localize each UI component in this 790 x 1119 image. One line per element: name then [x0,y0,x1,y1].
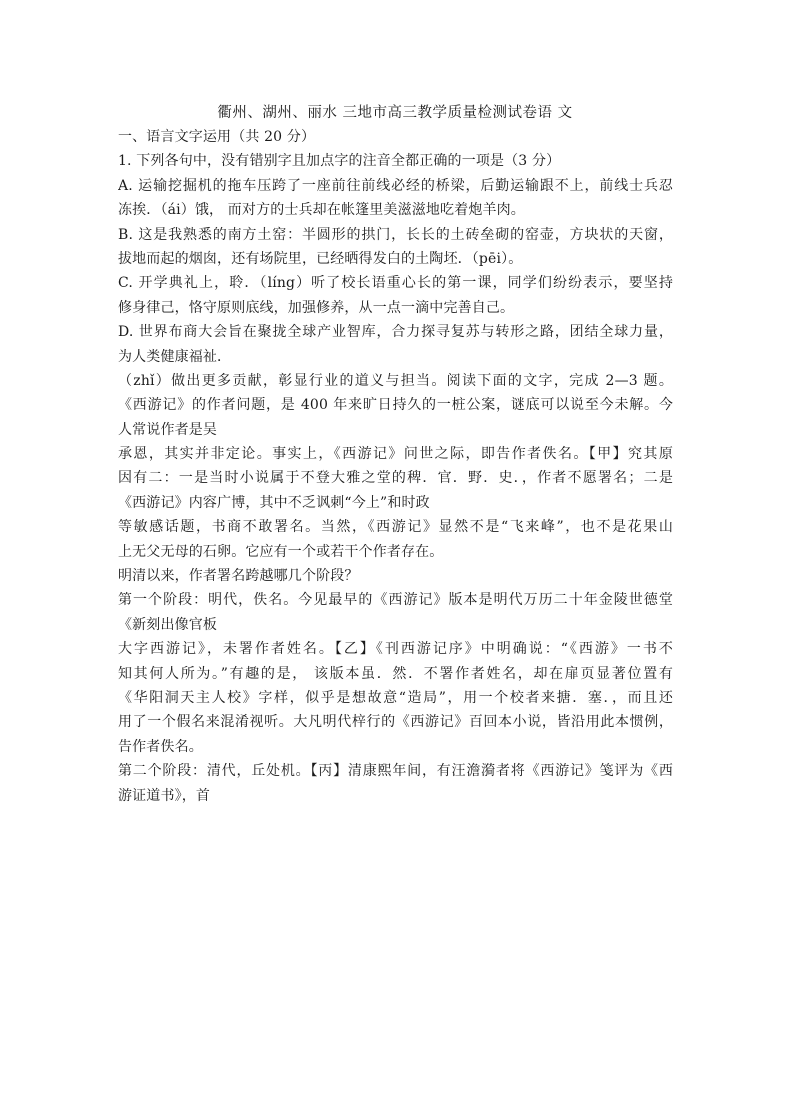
text-line: C. 开学典礼上，聆．（líng）听了校长语重心长的第一课，同学们纷纷表示，要坚持 [118,275,673,292]
text-line: 冻挨．（ái）饿， 而对方的士兵却在帐篷里美滋滋地吃着炮羊肉。 [118,202,525,219]
text-line: D. 世界布商大会旨在聚拢全球产业智库，合力探寻复苏与转形之路，团结全球力量， [118,324,673,341]
text-line: 《西游记》内容广博，其中不乏讽刺“今上”和时政 [118,494,430,511]
text-line: 告作者佚名。 [118,738,203,755]
text-line: 承恩，其实并非定论。事实上，《西游记》问世之际，即告作者佚名。【甲】究其原 [118,446,673,463]
text-line: 为人类健康福祉． [118,348,232,365]
text-line: 游证道书》，首 [118,787,211,804]
text-line: 一、语言文字运用（共 20 分） [118,129,316,145]
text-line: 《新刻出像官板 [118,616,218,633]
text-line: 《西游记》的作者问题，是 400 年来旷日持久的一桩公案，谜底可以说至今未解。今 [118,397,673,414]
text-line: 修身律己，恪守原则底线，加强修养，从一点一滴中完善自己。 [118,299,515,316]
text-line: 人常说作者是吴 [118,421,218,438]
text-line: 知其何人所为。”有趣的是， 该版本虽．然．不署作者姓名，却在扉页显著位置有 [118,665,673,682]
text-line: 拔地而起的烟囱，还有场院里，已经晒得发白的土陶坯．（pēi）。 [118,250,523,267]
text-line: （zhǐ）做出更多贡献，彰显行业的道义与担当。阅读下面的文字，完成 2—3 题。 [118,372,673,389]
text-line: 等敏感话题，书商不敢署名。当然，《西游记》显然不是“飞来峰”，也不是花果山 [118,519,673,536]
text-line: 第一个阶段：明代，佚名。今见最早的《西游记》版本是明代万历二十年金陵世德堂 [118,592,673,609]
page-title: 衢州、湖州、丽水 三地市高三教学质量检测试卷语 文 [217,105,573,121]
text-line: 第二个阶段：清代，丘处机。【丙】清康熙年间，有汪澹漪者将《西游记》笺评为《西 [118,763,673,780]
text-line: 明清以来，作者署名跨越哪几个阶段？ [118,568,359,585]
text-line: 上无父无母的石卵。它应有一个或若干个作者存在。 [118,543,444,560]
text-line: B. 这是我熟悉的南方土窑：半圆形的拱门，长长的土砖垒砌的窑壶，方块状的天窗， [118,226,673,243]
text-line: 《华阳洞天主人校》字样，似乎是想故意“造局”，用一个校者来搪．塞．，而且还 [118,689,673,706]
text-line: A. 运输挖掘机的拖车压跨了一座前往前线必经的桥梁，后勤运输跟不上，前线士兵忍 [118,177,673,194]
document-body [118,125,673,808]
text-line: 用了一个假名来混淆视听。大凡明代梓行的《西游记》百回本小说，皆沿用此本惯例， [118,714,673,731]
text-line: 大字西游记》，未署作者姓名。【乙】《刊西游记序》中明确说：“《西游》一书不 [118,641,673,658]
text-line: 1. 下列各句中，没有错别字且加点字的注音全都正确的一项是（3 分） [118,153,561,170]
text-line: 因有二：一是当时小说属于不登大雅之堂的稗．官．野．史．，作者不愿署名；二是 [118,470,673,487]
